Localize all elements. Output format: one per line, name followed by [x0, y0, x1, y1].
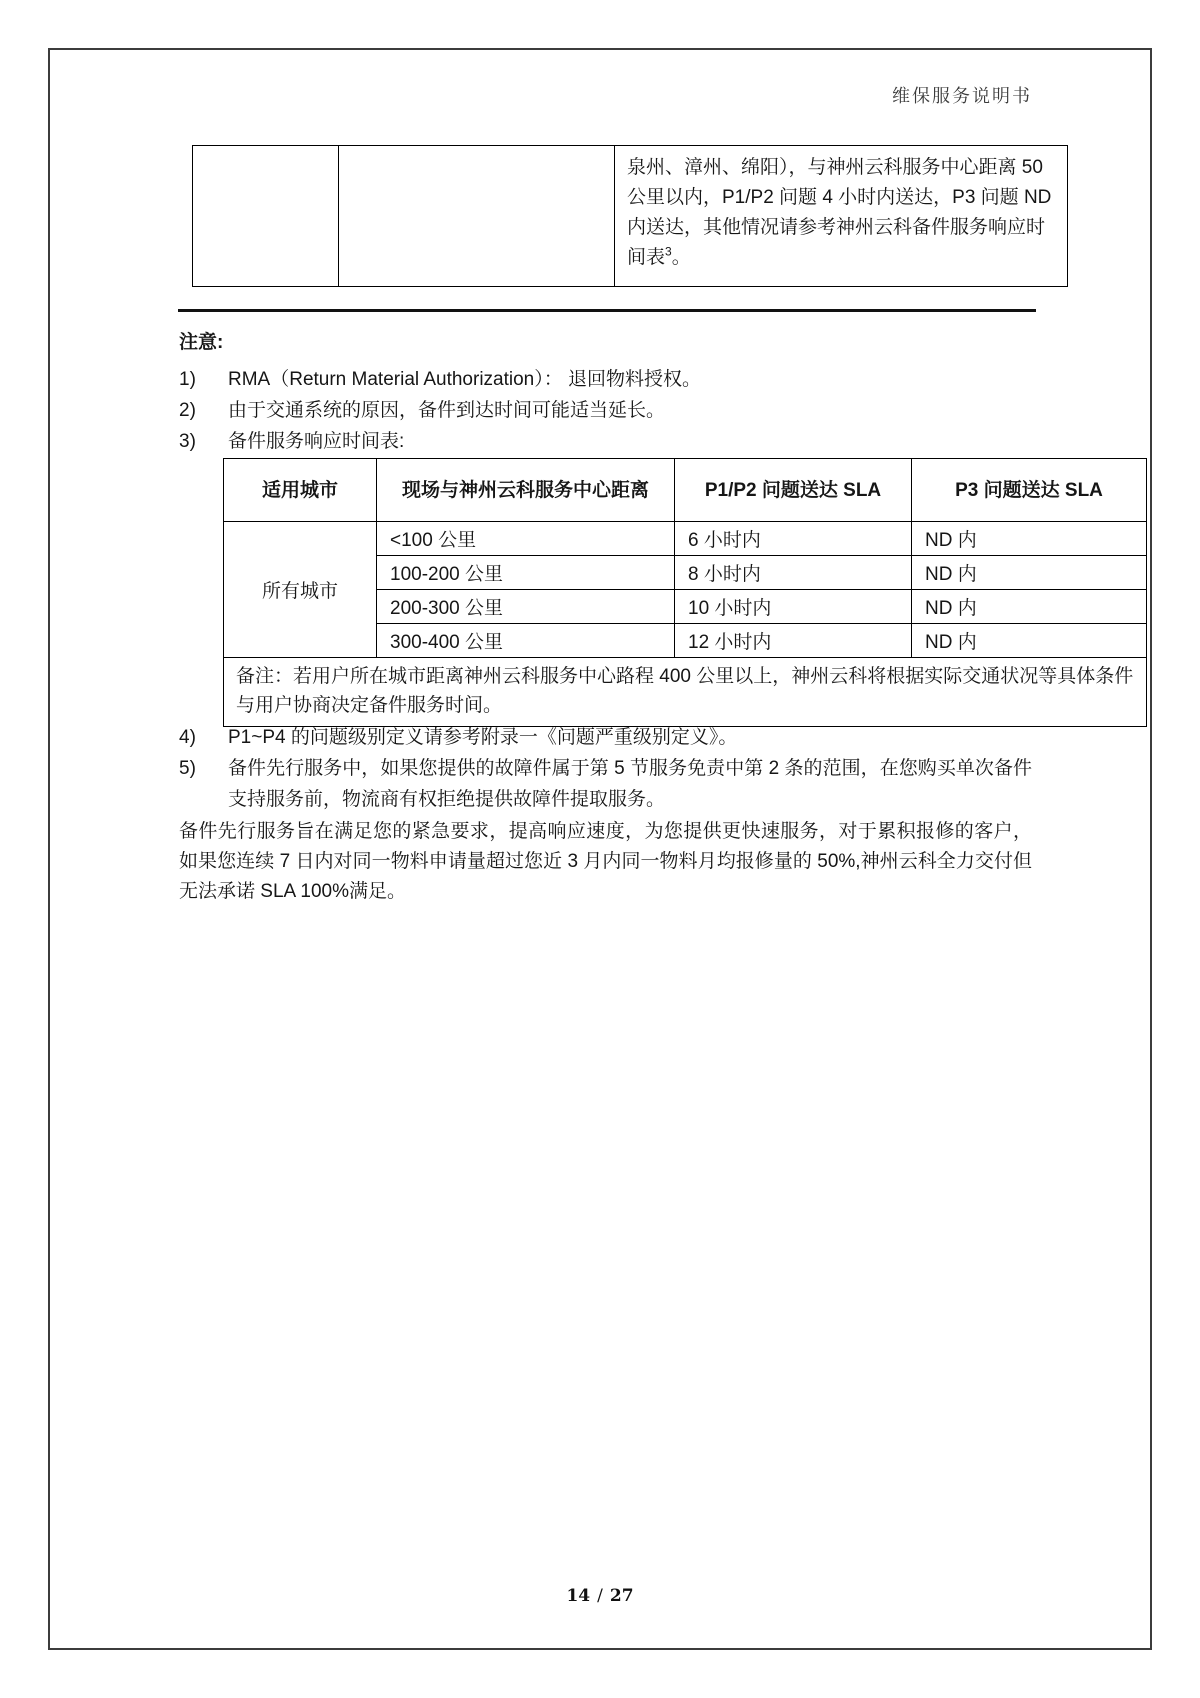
column-header-p1p2-sla: P1/P2 问题送达 SLA [675, 459, 912, 522]
top-table-row [193, 146, 1068, 287]
top-table-fragment [192, 145, 1068, 287]
notice-item-4 [179, 722, 1032, 753]
distance-cell: 300-400 公里 [377, 624, 675, 658]
p3-sla-cell: ND 内 [912, 522, 1147, 556]
item-text: 备件先行服务中，如果您提供的故障件属于第 5 节服务免责中第 2 条的范围，在您购买单次备件支持服务前，物流商有权拒绝提供故障件提取服务。 [228, 758, 1032, 810]
notice-item-1 [179, 364, 1032, 395]
item-text: 备件服务响应时间表: [228, 431, 405, 452]
column-header-distance: 现场与神州云科服务中心距离 [377, 459, 675, 522]
item-number: 5) [179, 758, 196, 779]
top-table-cell-empty-1 [193, 146, 339, 287]
page-header-title: 维保服务说明书 [892, 86, 1032, 107]
p1p2-sla-cell: 10 小时内 [675, 590, 912, 624]
distance-cell: 100-200 公里 [377, 556, 675, 590]
table-row [224, 522, 1147, 556]
item-number: 4) [179, 727, 196, 748]
column-header-city: 适用城市 [224, 459, 377, 522]
closing-paragraph: 备件先行服务旨在满足您的紧急要求，提高响应速度，为您提供更快速服务，对于累积报修的客户，如果您连续 7 日内对同一物料申请量超过您近 3 月内同一物料月均报修量的 50%,神州云科全力交付但无法承诺 SLA 100%满足。 [179, 821, 1032, 902]
distance-cell: 200-300 公里 [377, 590, 675, 624]
city-group-cell: 所有城市 [224, 522, 377, 658]
table-header-row [224, 459, 1147, 522]
page-number-footer [0, 1586, 1200, 1606]
notice-item-5 [179, 753, 1032, 815]
p1p2-sla-cell: 8 小时内 [675, 556, 912, 590]
p1p2-sla-cell: 12 小时内 [675, 624, 912, 658]
top-table-text: 泉州、漳州、绵阳），与神州云科服务中心距离 50 公里以内，P1/P2 问题 4 小时内送达，P3 问题 ND 内送达，其他情况请参考神州云科备件服务响应时间表 [627, 157, 1052, 268]
top-table-text-tail: 。 [671, 247, 691, 268]
page-number-separator: / [597, 1586, 603, 1606]
section-divider [178, 309, 1036, 312]
distance-cell: <100 公里 [377, 522, 675, 556]
current-page-number: 14 [566, 1586, 591, 1606]
sla-response-time-table [223, 458, 1147, 727]
item-number: 1) [179, 369, 196, 390]
notice-item-3 [179, 426, 1032, 457]
p3-sla-cell: ND 内 [912, 556, 1147, 590]
column-header-p3-sla: P3 问题送达 SLA [912, 459, 1147, 522]
item-number: 2) [179, 400, 196, 421]
table-note: 备注：若用户所在城市距离神州云科服务中心路程 400 公里以上，神州云科将根据实际交通状况等具体条件与用户协商决定备件服务时间。 [224, 658, 1147, 727]
item-text: 由于交通系统的原因，备件到达时间可能适当延长。 [228, 400, 666, 421]
top-table-cell-text [615, 146, 1068, 287]
item-number: 3) [179, 431, 196, 452]
item-text: RMA（Return Material Authorization）： 退回物料授权。 [228, 369, 702, 390]
table-note-row [224, 658, 1147, 727]
notice-item-2 [179, 395, 1032, 426]
top-table-cell-empty-2 [339, 146, 615, 287]
footnote-reference: 3 [665, 244, 672, 259]
notice-heading: 注意: [179, 332, 224, 353]
p1p2-sla-cell: 6 小时内 [675, 522, 912, 556]
total-page-number: 27 [609, 1586, 634, 1606]
p3-sla-cell: ND 内 [912, 590, 1147, 624]
item-text: P1~P4 的问题级别定义请参考附录一《问题严重级别定义》。 [228, 727, 738, 748]
p3-sla-cell: ND 内 [912, 624, 1147, 658]
